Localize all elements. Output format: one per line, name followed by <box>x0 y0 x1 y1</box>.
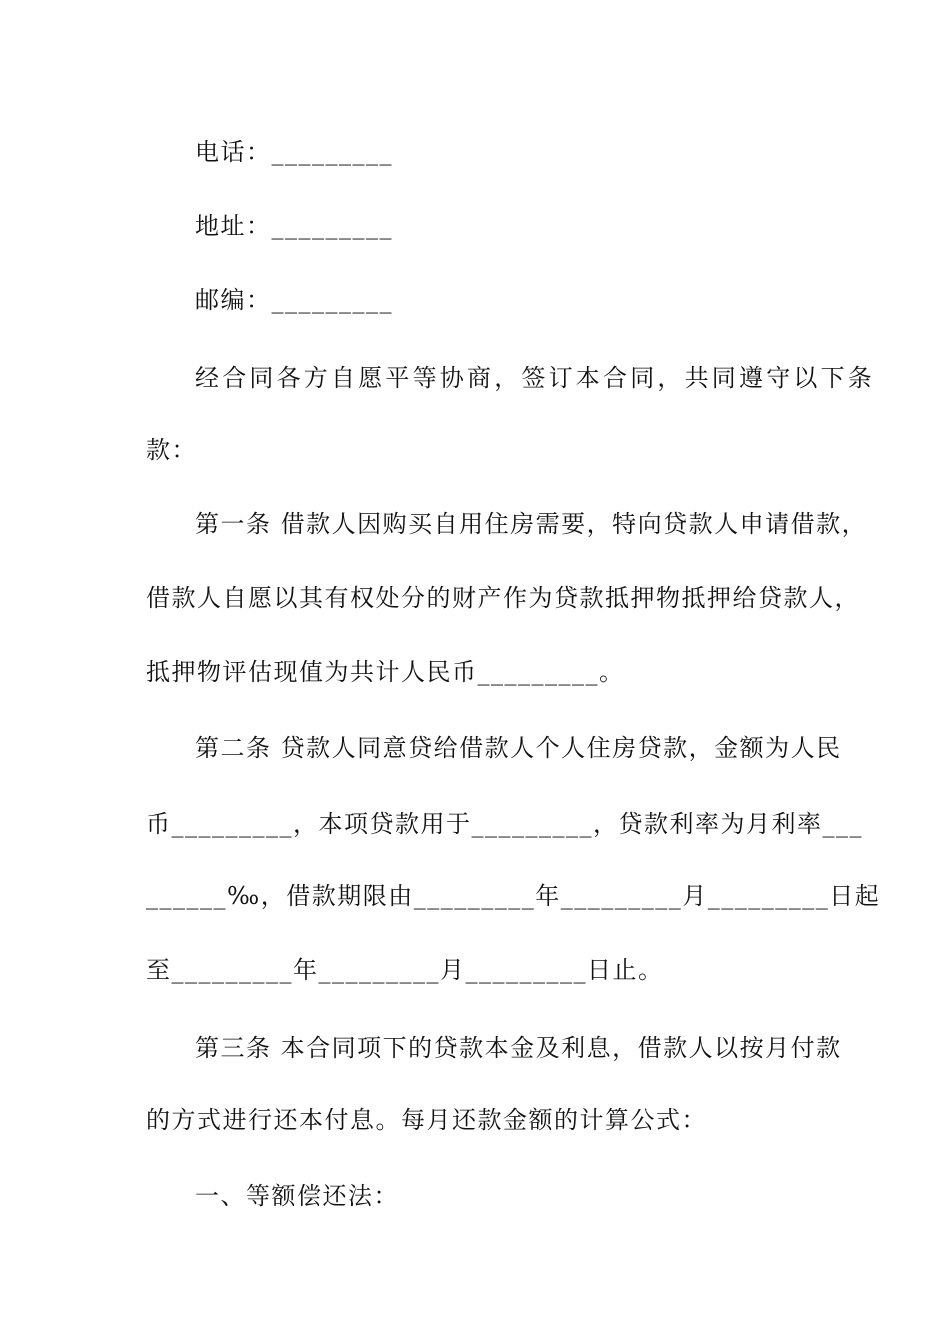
address-field-line: 地址：_________ <box>195 212 393 240</box>
article-three-line: 的方式进行还本付息。每月还款金额的计算公式： <box>146 1106 707 1134</box>
phone-field-line: 电话：_________ <box>195 138 393 166</box>
article-two-line: 第二条 贷款人同意贷给借款人个人住房贷款，金额为人民 <box>195 734 842 762</box>
preamble-paragraph-line: 款： <box>146 436 197 464</box>
preamble-paragraph-line: 经合同各方自愿平等协商，签订本合同，共同遵守以下条 <box>195 364 875 392</box>
article-one-line: 借款人自愿以其有权处分的财产作为贷款抵押物抵押给贷款人， <box>146 584 860 612</box>
article-one-line: 抵押物评估现值为共计人民币_________。 <box>146 658 625 686</box>
article-three-line: 第三条 本合同项下的贷款本金及利息，借款人以按月付款 <box>195 1034 842 1062</box>
article-two-line: 币_________，本项贷款用于_________，贷款利率为月利率___ <box>146 810 863 838</box>
article-one-line: 第一条 借款人因购买自用住房需要，特向贷款人申请借款， <box>195 510 868 538</box>
postcode-field-line: 邮编：_________ <box>195 286 393 314</box>
article-two-line: 至_________年_________月_________日止。 <box>146 956 664 984</box>
article-two-line: ______‰，借款期限由_________年_________月_________日起 <box>146 882 881 910</box>
repayment-method-heading: 一、等额偿还法： <box>195 1182 399 1210</box>
